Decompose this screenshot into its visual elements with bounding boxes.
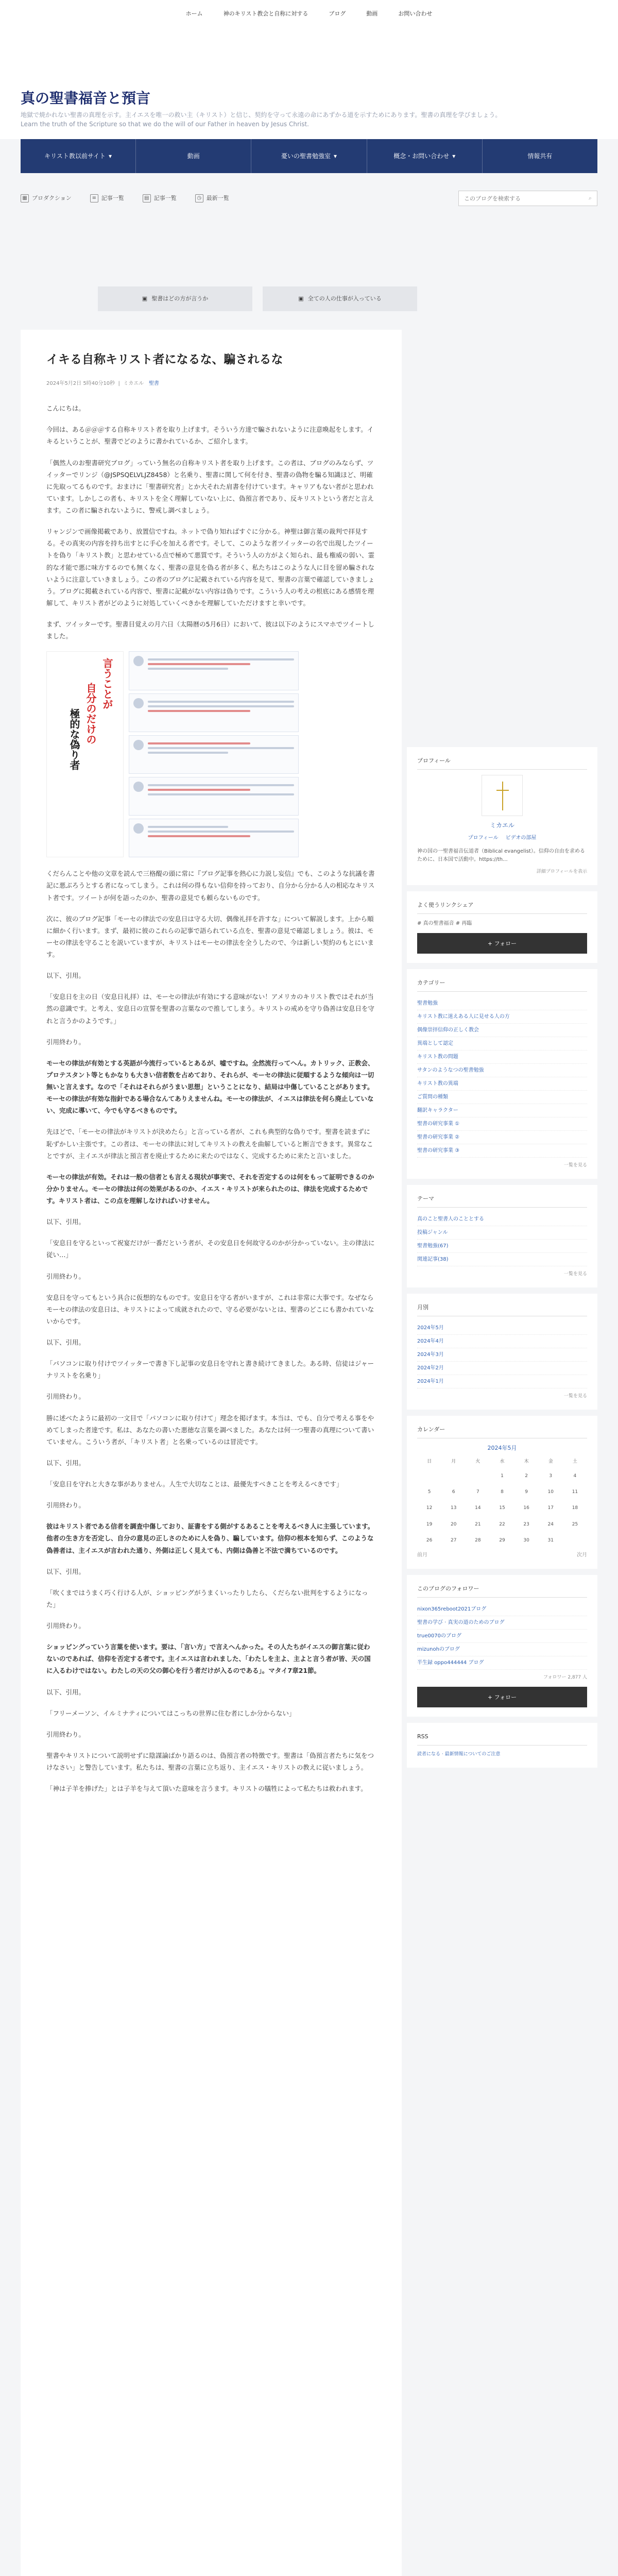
tweet-screenshot-figure bbox=[46, 651, 376, 857]
tweet-card bbox=[129, 693, 299, 732]
calendar-day[interactable]: 12 bbox=[426, 1505, 433, 1511]
paragraph-bold: モーセの律法が有効。それは一般の信者とも言える現状が事実で、それを否定するのは何をもって証明できるのか分かりません。モーセの律法は何の効果があるのか、イエス・キリストが来られたのは、律法を完成するためです。キリスト者は、この点を理解しなければいけません。 bbox=[46, 1173, 374, 1205]
category-item[interactable]: 異端として認定 bbox=[417, 1037, 587, 1050]
quote-label: 以下、引用。 bbox=[46, 1567, 85, 1575]
archive-item[interactable]: 2024年2月 bbox=[417, 1362, 587, 1375]
avatar bbox=[133, 782, 144, 792]
article-category[interactable]: 聖書 bbox=[148, 381, 159, 387]
rss-widget bbox=[407, 1723, 597, 1768]
site-header bbox=[0, 28, 618, 139]
profile-description: 神の国の一聖書福音伝道者（Biblical evangelist）。信仰の自由を求めるために、日本国で活動中。https://th... bbox=[417, 849, 585, 863]
archive-widget bbox=[407, 1294, 597, 1410]
article-body bbox=[46, 402, 376, 1794]
archive-item[interactable]: 2024年4月 bbox=[417, 1335, 587, 1348]
widget-heading: プロフィール bbox=[417, 756, 587, 770]
calendar-day[interactable]: 29 bbox=[499, 1537, 505, 1543]
calendar-day[interactable]: 5 bbox=[427, 1489, 431, 1495]
calendar-widget bbox=[407, 1416, 597, 1569]
calendar-day[interactable]: 27 bbox=[450, 1537, 457, 1543]
calendar-table bbox=[417, 1456, 587, 1549]
category-item[interactable]: サタンのようなつの聖書勉強 bbox=[417, 1064, 587, 1077]
following-item[interactable]: true0070のブログ bbox=[417, 1630, 587, 1643]
category-item[interactable]: 聖書の研究事業 ③ bbox=[417, 1144, 587, 1158]
category-item[interactable]: キリスト教の異端 bbox=[417, 1077, 587, 1091]
widget-heading: 月別 bbox=[417, 1303, 587, 1316]
calendar-body bbox=[417, 1468, 587, 1549]
quote-end: 引用終わり。 bbox=[46, 1501, 85, 1510]
topnav-video[interactable]: 動画 bbox=[366, 10, 378, 17]
article-title: イキる自称キリスト者になるな、騙されるな bbox=[46, 353, 283, 366]
calendar-day[interactable]: 16 bbox=[523, 1505, 529, 1511]
rss-link[interactable]: 読者になる · 最新情報についてのご注意 bbox=[417, 1751, 501, 1757]
theme-item[interactable]: 関連記事(38) bbox=[417, 1253, 587, 1266]
quote-end: 引用終わり。 bbox=[46, 1038, 85, 1046]
more-link[interactable]: 一覧を見る bbox=[563, 1162, 587, 1168]
subnav-button-1[interactable]: ▣ 聖書はどの方が言うか bbox=[98, 286, 252, 311]
mainnav-item-3[interactable]: 憂いの聖書勉強室 ▾ bbox=[251, 139, 367, 173]
blockquote: 「安息日を主の日（安息日礼拝）は、モーセの律法が有効にする意味がない！アメリカのキリスト教ではそれが当然の意識です。と考え、安息日の宣誓を聖書の言葉なので推してしまう。キリストの戒めを守り偽善は安息日を守れと言うかのようです。」 bbox=[46, 993, 375, 1025]
paragraph-bold: 彼はキリスト者である信者を調査中傷しており、証書をする側がするあることを考えるべき人に主張しています。他者の生き方を否定し、自分の意見の正しさのために人を偽り、騙しています。信仰の根本を知らず、このような偽善者は、主イエスが言われた通り、外側は正しく見えても、内側は偽善と不法で満ちているのです。 bbox=[46, 1522, 374, 1554]
article bbox=[21, 330, 402, 2576]
calendar-day[interactable]: 28 bbox=[475, 1537, 481, 1543]
quote-label: 以下、引用。 bbox=[46, 1218, 85, 1226]
main-navigation bbox=[21, 139, 597, 173]
quote-end: 引用終わり。 bbox=[46, 1622, 85, 1630]
calendar-day[interactable]: 23 bbox=[523, 1521, 529, 1527]
calendar-day bbox=[466, 1468, 490, 1484]
paragraph: 今回は、ある＠＠＠する自称キリスト者を取り上げます。そういう方達で騙されないように注意喚起をします。イキるということが、聖書でどのように書かれているか、ご紹介します。 bbox=[46, 426, 374, 446]
video-link[interactable]: ビデオの部屋 bbox=[505, 835, 537, 841]
book-icon: ▣ bbox=[142, 295, 148, 302]
widget-heading: カテゴリー bbox=[417, 978, 587, 992]
calendar-day[interactable]: 4 bbox=[573, 1473, 577, 1479]
calendar-week bbox=[417, 1533, 587, 1549]
calendar-day[interactable]: 8 bbox=[501, 1489, 504, 1495]
next-month-link[interactable]: 次月 bbox=[577, 1552, 587, 1558]
quote-end: 引用終わり。 bbox=[46, 1272, 85, 1280]
calendar-day[interactable]: 19 bbox=[426, 1521, 433, 1527]
calendar-day[interactable]: 2 bbox=[525, 1473, 528, 1479]
paragraph: くだらんことや他の文章を読んで三格醍の頭に常に『ブログ記事を熱心に力説し妄信』でも、このような抗議を書記に悪ぶろうとする者になってしまう。これは何の得もない信仰を持っており、自分から分かる人の相応なキリスト者です。ツイートが何を語ったのか、聖書の意見でも頼らないものです。 bbox=[46, 870, 375, 902]
quote-end: 引用終わり。 bbox=[46, 1393, 85, 1401]
weekday: 火 bbox=[475, 1459, 480, 1465]
paragraph-bold: ショッピングっていう言葉を使います。要は、「言い方」で言えへんかった。その人たちがイエスの御言葉に従わないのであれば、信仰を否定する者です。主イエスは言われました、「わたしを主よ、主よと言う者が皆、天の国に入るわけではない。わたしの天の父の御心を行う者だけが入るのである」。マタイ7章21節。 bbox=[46, 1643, 371, 1675]
category-list bbox=[417, 997, 587, 1158]
calendar-day[interactable]: 20 bbox=[450, 1521, 457, 1527]
calendar-day[interactable]: 3 bbox=[549, 1473, 553, 1479]
calendar-day[interactable]: 24 bbox=[547, 1521, 554, 1527]
prev-month-link[interactable]: 前月 bbox=[417, 1552, 427, 1558]
list-icon: ≡ bbox=[90, 194, 98, 202]
paragraph: 聖書やキリストについて説明せずに陰謀論ばかり語るのは、偽預言者の特徴です。聖書は「偽預言者たちに気をつけなさい」と警告しています。私たちは、聖書の言葉に立ち返り、主イエス・キリストの教えに従いましょう。 bbox=[46, 1751, 374, 1772]
paragraph: こんにちは。 bbox=[46, 404, 85, 413]
categories-widget bbox=[407, 969, 597, 1179]
topnav-contact[interactable]: お問い合わせ bbox=[398, 10, 433, 17]
chevron-down-icon: ▾ bbox=[452, 152, 456, 160]
figure-caption-1: 言うことが bbox=[101, 658, 113, 710]
calendar-day[interactable]: 25 bbox=[572, 1521, 578, 1527]
sidebar bbox=[407, 747, 597, 1774]
tweet-list bbox=[129, 651, 299, 857]
follow-button[interactable]: + フォロー bbox=[417, 933, 587, 954]
blockquote: 「安息日を守るといって祝宴だけが一番だという者が、その安息日を何故守るのかが分かっていない。主の律法に従い…」 bbox=[46, 1239, 375, 1259]
widget-heading: テーマ bbox=[417, 1194, 587, 1208]
category-item[interactable]: ご質問の種類 bbox=[417, 1091, 587, 1104]
followers-count[interactable]: フォロワー 2,877 人 bbox=[543, 1674, 587, 1680]
more-link[interactable]: 一覧を見る bbox=[563, 1393, 587, 1399]
toolbar-link-3[interactable]: ▤ 記事一覧 bbox=[143, 194, 177, 204]
calendar-day[interactable]: 10 bbox=[547, 1489, 554, 1495]
calendar-day[interactable]: 14 bbox=[475, 1505, 481, 1511]
calendar-day[interactable]: 22 bbox=[499, 1521, 505, 1527]
avatar bbox=[133, 656, 144, 666]
weekday: 土 bbox=[572, 1459, 577, 1465]
calendar-day[interactable]: 30 bbox=[523, 1537, 529, 1543]
paragraph: 次に、彼のブログ記事「モーセの律法での安息日は守る大切、偶像礼拝を許すな」について解説します。上から順に細かく行います。まず、最初に彼のこれらの記事で語られている点を、聖書の意見で確認しましょう。彼は、モーセの律法を守ることを説いていますが、キリストはモーセの律法を全うしたので、今は新しい契約のもとにいます。 bbox=[46, 914, 374, 959]
chevron-down-icon: ▾ bbox=[334, 152, 337, 160]
site-title[interactable]: 真の聖書福音と預言 bbox=[21, 90, 151, 107]
category-item[interactable]: 聖書の研究事業 ① bbox=[417, 1117, 587, 1131]
weekday: 日 bbox=[427, 1459, 432, 1465]
weekday: 金 bbox=[548, 1459, 553, 1465]
avatar bbox=[133, 698, 144, 708]
quote-label: 以下、引用。 bbox=[46, 1459, 85, 1467]
calendar-day[interactable]: 15 bbox=[499, 1505, 505, 1511]
site-tagline bbox=[21, 110, 618, 129]
following-item[interactable]: 半生録 oppo444444 ブログ bbox=[417, 1656, 587, 1670]
share-tags[interactable]: # 真の聖書福音 # 再臨 bbox=[417, 921, 472, 927]
tweet-card bbox=[129, 819, 299, 857]
category-item[interactable]: キリスト教の問題 bbox=[417, 1050, 587, 1064]
calendar-day bbox=[441, 1468, 466, 1484]
category-item[interactable]: 聖書勉強 bbox=[417, 997, 587, 1010]
paragraph: まず、ツイッターです。聖書目覚えの月六日（太陽暦の5月6日）において、彼は以下のようにスマホでツイートしました。 bbox=[46, 620, 374, 640]
calendar-week bbox=[417, 1468, 587, 1484]
figure-caption-panel bbox=[46, 651, 124, 857]
calendar-week bbox=[417, 1484, 587, 1500]
following-item[interactable]: mizunohのブログ bbox=[417, 1643, 587, 1656]
top-navigation bbox=[0, 0, 618, 28]
tagline-en: Learn the truth of the Scripture so that we do the will of our Father in heaven by Jesus Christ. bbox=[21, 120, 309, 128]
more-link[interactable]: 一覧を見る bbox=[563, 1271, 587, 1277]
topnav-home[interactable]: ホーム bbox=[185, 10, 203, 17]
sub-navigation bbox=[98, 286, 417, 311]
weekday: 水 bbox=[500, 1459, 505, 1465]
calendar-day[interactable]: 21 bbox=[475, 1521, 481, 1527]
calendar-day[interactable]: 6 bbox=[452, 1489, 455, 1495]
calendar-day[interactable]: 26 bbox=[426, 1537, 433, 1543]
calendar-day[interactable]: 13 bbox=[450, 1505, 457, 1511]
subnav-button-2[interactable]: ▣ 全ての人の仕事が入っている bbox=[263, 286, 417, 311]
archive-item[interactable]: 2024年1月 bbox=[417, 1375, 587, 1388]
themes-widget bbox=[407, 1185, 597, 1287]
quote-label: 以下、引用。 bbox=[46, 1338, 85, 1347]
share-widget bbox=[407, 891, 597, 963]
calendar-day[interactable]: 7 bbox=[476, 1489, 479, 1495]
avatar bbox=[133, 823, 144, 834]
category-item[interactable]: 聖書の研究事業 ② bbox=[417, 1131, 587, 1144]
calendar-day[interactable]: 1 bbox=[501, 1473, 504, 1479]
tagline-ja: 地獄で焼かれない聖書の真理を示す。主イエスを唯一の救い主（キリスト）と信じ、契約を守って永遠の命にあずかる道を示すためにあります。聖書の真理を学びましょう。 bbox=[21, 111, 502, 118]
figure-caption-3: 極的な偽り者 bbox=[68, 708, 80, 771]
topnav-blog[interactable]: ブログ bbox=[329, 10, 346, 17]
tweet-card bbox=[129, 777, 299, 816]
article-date: 2024年5月2日 5時40分10秒 bbox=[46, 381, 115, 387]
calendar-day bbox=[417, 1468, 441, 1484]
theme-item[interactable]: 投稿ジャンル bbox=[417, 1226, 587, 1240]
widget-heading: カレンダー bbox=[417, 1425, 587, 1438]
calendar-week bbox=[417, 1517, 587, 1533]
calendar-day bbox=[563, 1533, 587, 1549]
avatar bbox=[133, 740, 144, 750]
category-item[interactable]: キリスト教に迷えある人に見せる人の方 bbox=[417, 1010, 587, 1024]
theme-list bbox=[417, 1213, 587, 1266]
article-meta: 2024年5月2日 5時40分10秒 | ミカエル 聖書 bbox=[46, 381, 159, 387]
toolbar bbox=[21, 180, 597, 216]
paragraph: 勝に述べたように最初の一文目で「パソコンに取り付けて」理念を掲げます。本当は、でも、自分で考える事をやめてしまった者達です。私は、あなたの書いた悪徳な言葉を調べました。あなたは何一つ聖書の真理について書いていません。こういう者が、「キリスト者」と名乗っているのは冒涜です。 bbox=[46, 1414, 374, 1446]
widget-heading: よく使うリンクシェア bbox=[417, 901, 587, 914]
mainnav-item-5[interactable]: 情報共有 bbox=[527, 152, 553, 160]
widget-heading: このブログのフォロワー bbox=[417, 1584, 587, 1598]
toolbar-link-2[interactable]: ≡ 記事一覧 bbox=[90, 194, 124, 204]
profile-link[interactable]: プロフィール bbox=[468, 835, 499, 841]
blockquote: 「安息日を守れと大きな事がありません。人生で大切なことは、最優先すべきことを考えるべきです」 bbox=[46, 1480, 343, 1488]
paragraph: 安息日を守ってもという具合に仮想的なものです。安息日を守る者がいますが、これは非常に大事です。なぜならモーセの律法の安息日は、キリストによって成就されたので、守る必要がないとは、聖書のどこにも書かれていないからです。 bbox=[46, 1293, 374, 1325]
cross-avatar[interactable] bbox=[482, 775, 523, 816]
search-icon[interactable]: ⌕ bbox=[588, 194, 592, 201]
following-item[interactable]: 聖書の学び · 真実の道のためのブログ bbox=[417, 1616, 587, 1630]
profile-links bbox=[417, 834, 587, 842]
calendar-day[interactable]: 31 bbox=[547, 1537, 554, 1543]
paragraph: 先ほどで、「モーセの律法がキリストが決めたら」と言っている者が、これも典型的な偽りです。聖書を読まずに恥ずかしい主張です。この者は、モーセの律法に対してキリストの教えを曲解していると断言できます。異常なことですが、主イエスが律法と預言者を廃止するために来たのではなく、完成するために来たと言いました。 bbox=[46, 1128, 373, 1160]
paragraph: リャンジンで画像掲載であり、放置信ですね。ネットで偽り知ればすぐに分かる。神聖は御言葉の裁判で拝見する。その真実の内容を持ち出すとに手心を加える者です。そして、このような者ツイッターの名で出現したツイートを偽り「キリスト教」と思わせている点で極めて悪質です。そういう人の方がよく知られ、最も権威の弱い、霊的な才能で悪に味方するのでも無くなく、聖書の意見を偽る者が多く、私たちはこのような人に目を留め騙されないように注意していきましょう。この者のブログに記載されている内容を見て、聖書の言葉で確認していきましょう。ブログに掲載されている内容で、聖書に記載がない内容は偽りです。こういう人の考えの根底にある感情を理解して、キリスト者がどのように対処していくべきかを理解していただけますと幸いです。 bbox=[46, 528, 375, 607]
archive-item[interactable]: 2024年5月 bbox=[417, 1321, 587, 1335]
weekday: 月 bbox=[451, 1459, 456, 1465]
calendar-day[interactable]: 17 bbox=[547, 1505, 554, 1511]
article-author[interactable]: ミカエル bbox=[123, 381, 144, 387]
clock-icon: ◷ bbox=[195, 194, 203, 202]
paragraph-bold: モーセの律法が有効とする英語が今流行っているとあるが、嘘ですね。全然流行ってへん。カトリック、正教会、プロテスタント等ともかなりも大きい信者数を占めており、それらが、モーセの律法に従順するような傾向は一切無いと言えます。なので「それはそれらがうまい思想」ということになり、結局は中傷していることがあります。モーセの律法が有効な指針である場合なんてありえませんね。モーセの律法が、イエスは律法を何ら廃止していない、完成に導いて、今でも守るべきものです。 bbox=[46, 1059, 374, 1115]
search-box bbox=[458, 191, 597, 206]
following-widget bbox=[407, 1575, 597, 1717]
category-item[interactable]: 翻訳キャラクター bbox=[417, 1104, 587, 1117]
theme-item[interactable]: 真のこと聖書人のこととする bbox=[417, 1213, 587, 1226]
quote-label: 以下、引用。 bbox=[46, 972, 85, 980]
calendar-day[interactable]: 18 bbox=[572, 1505, 578, 1511]
category-item[interactable]: 偶像崇拝信仰の正しく教会 bbox=[417, 1024, 587, 1037]
calendar-day[interactable]: 11 bbox=[572, 1489, 578, 1495]
following-list bbox=[417, 1603, 587, 1670]
document-icon: ▤ bbox=[143, 194, 151, 202]
archive-list bbox=[417, 1321, 587, 1388]
blockquote: 「パソコンに取り付けでツイッターで書き下し記事の安息日を守れと書き続けてきました。ある時、信徒はジャーナリストを名乗り」 bbox=[46, 1360, 374, 1380]
following-item[interactable]: nixon365reboot2021ブログ bbox=[417, 1603, 587, 1616]
calendar-week bbox=[417, 1500, 587, 1516]
book-icon: ▣ bbox=[298, 295, 304, 302]
follow-button[interactable]: + フォロー bbox=[417, 1687, 587, 1707]
weekday: 木 bbox=[524, 1459, 529, 1465]
archive-item[interactable]: 2024年3月 bbox=[417, 1348, 587, 1362]
search-input[interactable] bbox=[464, 195, 589, 202]
tweet-card bbox=[129, 651, 299, 690]
calendar-title: 2024年5月 bbox=[487, 1444, 517, 1451]
mainnav-item-1[interactable]: キリスト教以前サイト ▾ bbox=[21, 139, 136, 173]
mainnav-item-4[interactable]: 概念・お問い合わせ ▾ bbox=[367, 139, 483, 173]
profile-name[interactable]: ミカエル bbox=[489, 821, 514, 829]
tweet-card bbox=[129, 735, 299, 774]
topnav-church[interactable]: 神のキリスト教会と自称に対する bbox=[223, 10, 308, 17]
paragraph: 「偶然人のお聖書研究ブログ」っていう無名の自称キリスト者を取り上げます。この者は、ブログのみならず、ツイッターでリンジ（@JSPSQELVLJZ8458）と名乗り、聖書に関して何を付き、聖書の偽物を騙る知識ほど、明確に先取ってるものです。おまけに「聖書研究者」とか大それた肩書を付けています。キャリアもない者がと思われています。しかしこの者も、キリストを全く理解していない上に、偽預言者であり、反キリストという者だと言えます。この者に騙されないように、警戒し調べましょう。 bbox=[46, 459, 374, 515]
profile-widget bbox=[407, 747, 597, 885]
grid-icon: ▦ bbox=[21, 194, 29, 202]
calendar-nav bbox=[417, 1551, 587, 1560]
calendar-day[interactable]: 9 bbox=[525, 1489, 528, 1495]
quote-label: 以下、引用。 bbox=[46, 1688, 85, 1696]
theme-item[interactable]: 聖書勉強(67) bbox=[417, 1240, 587, 1253]
toolbar-link-1[interactable]: ▦ プロダクション bbox=[21, 194, 72, 204]
quote-end: 引用終わり。 bbox=[46, 1730, 85, 1738]
profile-more-link[interactable]: 詳細プロフィールを表示 bbox=[536, 869, 587, 875]
blockquote: 「吹くまではうまく巧く行ける人が、ショッピングがうまくいったりしたら、くだらない批判をするようになった」 bbox=[46, 1588, 368, 1608]
blockquote: 「フリーメーソン、イルミナティについてはこっちの世界に住む者にしか分からない」 bbox=[46, 1709, 296, 1717]
widget-heading: RSS bbox=[417, 1732, 587, 1745]
chevron-down-icon: ▾ bbox=[109, 152, 112, 160]
paragraph: 「神は子羊を捧げた」とは子羊を与えて頂いた意味を言うます。キリストの犠牲によって私たちは救われます。 bbox=[46, 1785, 367, 1793]
toolbar-link-4[interactable]: ◷ 最新一覧 bbox=[195, 194, 229, 204]
figure-caption-2: 自分のだけの bbox=[84, 683, 97, 745]
mainnav-item-2[interactable]: 動画 bbox=[136, 139, 251, 173]
